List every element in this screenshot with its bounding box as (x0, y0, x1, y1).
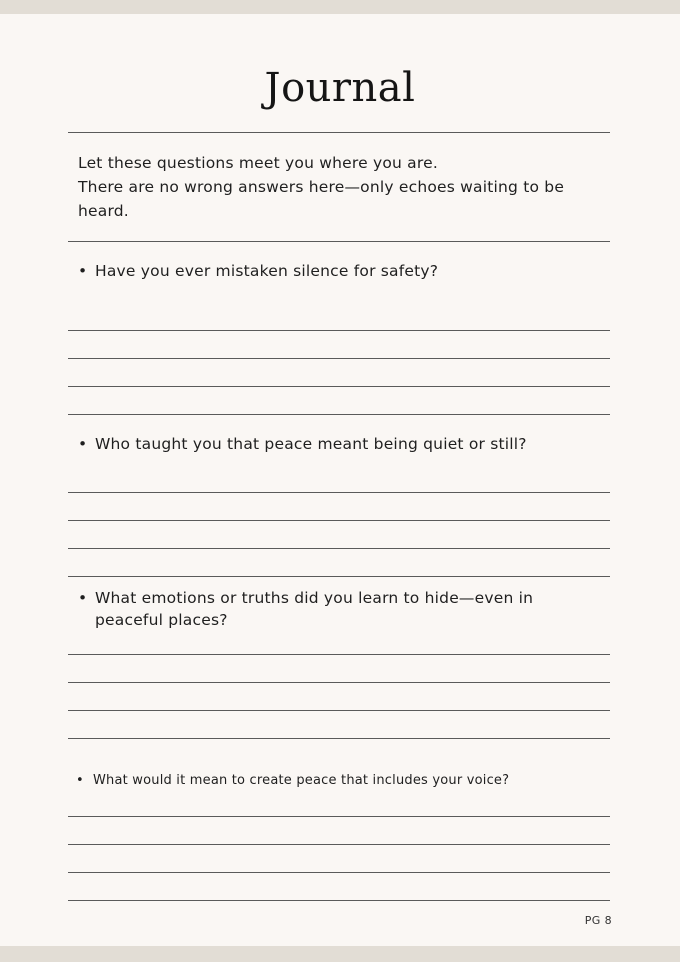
question-1 (78, 260, 598, 282)
title-divider (68, 132, 610, 133)
intro-divider (68, 241, 610, 242)
answer-line[interactable] (68, 872, 610, 873)
answer-line[interactable] (68, 682, 610, 683)
question-2-text: Who taught you that peace meant being quiet or still? (95, 435, 527, 453)
answer-line[interactable] (68, 520, 610, 521)
question-4-text: What would it mean to create peace that includes your voice? (93, 773, 510, 788)
bullet-icon: • (78, 262, 88, 280)
answer-line[interactable] (68, 710, 610, 711)
intro-line-1: Let these questions meet you where you are. (78, 154, 438, 172)
page-title: Journal (264, 65, 416, 111)
page-number: PG 8 (584, 914, 612, 927)
intro-line-2: There are no wrong answers here—only echoes waiting to be heard. (78, 178, 565, 220)
bullet-icon: • (76, 773, 84, 788)
question-1-text: Have you ever mistaken silence for safety? (95, 262, 439, 280)
question-3-text: What emotions or truths did you learn to hide—even in peaceful places? (95, 589, 534, 629)
journal-page (0, 14, 680, 946)
question-2 (78, 433, 598, 455)
bullet-icon: • (78, 589, 88, 607)
answer-line[interactable] (68, 576, 610, 577)
answer-line[interactable] (68, 548, 610, 549)
answer-line[interactable] (68, 492, 610, 493)
answer-line[interactable] (68, 414, 610, 415)
answer-line[interactable] (68, 330, 610, 331)
answer-line[interactable] (68, 358, 610, 359)
bullet-icon: • (78, 435, 88, 453)
answer-line[interactable] (68, 844, 610, 845)
question-4 (76, 770, 596, 792)
answer-line[interactable] (68, 738, 610, 739)
question-3 (78, 587, 598, 631)
answer-line[interactable] (68, 386, 610, 387)
intro-text (78, 151, 598, 223)
answer-line[interactable] (68, 900, 610, 901)
answer-line[interactable] (68, 654, 610, 655)
answer-line[interactable] (68, 816, 610, 817)
